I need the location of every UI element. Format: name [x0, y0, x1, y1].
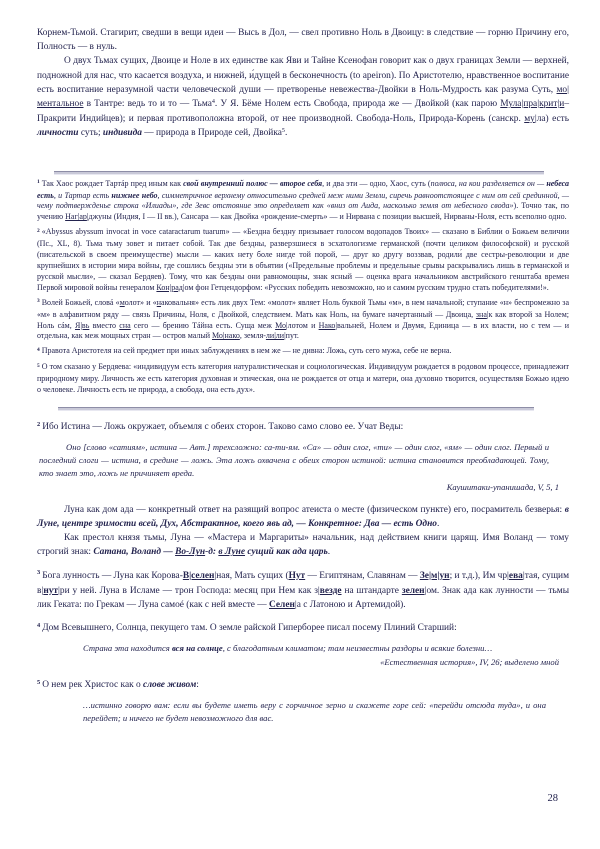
text-segment: полюса, на кои разделяется он — [430, 178, 547, 188]
note-number: 5 [37, 679, 41, 687]
text-segment: везде [319, 585, 342, 596]
text-segment: Бога лунность — Луна как Корова- [42, 570, 183, 581]
note-number: 2 [37, 227, 40, 234]
text-segment: н [156, 297, 162, 307]
text-segment: |к как второй за Нолем; Ноль сáм, [37, 309, 569, 330]
text-segment: . [284, 128, 288, 139]
text-segment: Зе|м|ун [419, 570, 450, 581]
text-segment: Луна как дом ада — конкретный ответ на разящий вопрос атеиста о месте (физическом пункте) его, посрамитель безверья: [64, 504, 565, 515]
note-number: 3 [37, 297, 40, 304]
text-segment: сего — брению Тáйна есть. Суща меж [130, 320, 276, 330]
main-paragraph [37, 54, 569, 141]
endnote-separator [58, 407, 534, 411]
text-segment: суть; [78, 128, 103, 139]
note-number: 3 [37, 569, 41, 577]
text-segment: — Египтянам, Славянам — [305, 570, 420, 581]
text-segment: |ом фон Гетцендорфом: «Русских победить невозможно, но и самим русским трудно стать победителями!». [182, 282, 549, 292]
text-segment: Мула|пра|крит|и [500, 99, 565, 110]
endnotes-block [37, 420, 569, 725]
text-segment: |а с Латоною и Артемидой). [294, 599, 406, 610]
footnote [37, 346, 569, 358]
footnote [37, 298, 569, 343]
endnote [37, 678, 569, 693]
text-segment: зелен [401, 585, 425, 596]
page-number: 28 [547, 793, 558, 804]
text-segment: |лотом и [286, 320, 319, 330]
text-segment: зна [475, 309, 487, 319]
footnote [37, 179, 569, 224]
text-segment: |ла) есть [534, 114, 569, 125]
footnote-reference: 4 [211, 98, 215, 105]
text-segment: нижнее небо [111, 190, 158, 200]
footnote [37, 362, 569, 396]
note-number: 5 [37, 362, 40, 369]
text-segment: ева [508, 570, 523, 581]
text-segment: , и Тартар есть [53, 190, 112, 200]
text-segment: «Естественная история», IV, 26; выделено мной [380, 657, 559, 668]
quote-attribution [37, 656, 559, 669]
text-segment: Мо|нако [211, 331, 240, 341]
text-segment: Нако [318, 320, 336, 330]
note-number: 4 [37, 622, 41, 629]
text-segment: Дом Всевышнего, Солнца, пекущего там. О земле райской Гиперборее писал посему Плиний Старший: [42, 623, 457, 634]
text-segment: . [327, 547, 331, 558]
text-segment: |ри у ней. Луна в Исламе — трон Господа: месяц при Нем как з| [58, 585, 320, 596]
text-segment: мо|ментальное [37, 84, 569, 110]
text-segment: Мо [275, 320, 287, 330]
text-segment: Селен [269, 599, 295, 610]
text-segment: , симметричное верхнему относительно средней меж ними Земли, сиречь равноотстоящее с ним от сей срединной, — чему подтвержденье строка «Илиады», где Зевс отстояние это определяет как «вниз от Аида, насколько земля от небесного свода» [37, 190, 569, 211]
text-segment: в Луне, центре зримости всей, Дух, Абстрактное, коего явь ад, — Конкретное: Два — есть Одно [37, 504, 569, 529]
text-segment: Правота Аристотеля на сей предмет при иных заблуждениях в нем же — не дивна: Ложь, суть сего мужа, себе не верна. [41, 346, 452, 356]
text-segment: вместо [89, 320, 120, 330]
text-segment: на штандарте [341, 585, 402, 596]
quote-attribution [37, 481, 559, 494]
text-segment: м [119, 297, 125, 307]
text-segment: личности [37, 128, 79, 139]
text-segment: свой внутренний полюс — второе себя [183, 178, 323, 188]
footnote [37, 227, 569, 293]
text-segment: нут [43, 585, 59, 596]
text-segment: Наг|ар [65, 212, 87, 222]
text-segment: Страна эта находится [83, 643, 172, 654]
text-segment: небеса есть [37, 178, 569, 200]
text-segment: — природа в Природе сей, Двойка [141, 128, 282, 139]
footnote-separator [54, 171, 544, 175]
text-segment: Оно [слово «сатиям», истина — Авт.] трехсложно: са-ти-ям. «Са» — один слог, «ти» — один слог, «ям» — один слог. Первый и последний слоги — истина, в средине — ложь. Эта ложь охвачена с обеих сторон истиной: истина становится преобладающей. Тому, кто знает это, ложь не причиняет вреда. [39, 442, 549, 478]
text-segment: сущий как ада царь [245, 547, 328, 558]
text-segment: . [436, 518, 440, 529]
text-segment: Сатана, Воланд — [93, 547, 176, 558]
endnote-paragraph [37, 503, 569, 531]
text-segment: О двух Тьмах сущих, Двоице и Ноле в их единстве как Яви и Тайне Ксенофан говорит как о двух границах Земли — верхней, подножной для нас, что касается воздуха, и нижней, и́дущей в бесконечность (to apeiron). По Аристотелю, нравственное воспитание есть воспитание неразумной части человеческой души — претворенье невежества-Двойки в Ноль-Мудрость как разума Суть, [37, 56, 569, 95]
text-segment: Нут [288, 570, 306, 581]
text-segment: , с благодатным климатом; там неизвестны раздоры и всякие болезни… [222, 643, 493, 654]
note-number: 2 [37, 420, 41, 428]
text-segment: «Abyssus abyssum invocat in voce cataractarum tuarum» — «Бездна бездну призывает голосом водопадов Твоих» — сказано в Библии о Божьем величии (Пс., XL, 8). Тьма тьму зовет и питает собой. Так две бездны, разверзшиеся в эсхатологизме германской (почти целиком философской) и русской (писательской в своем преимуществе) мысли — каких нету боле нигде той порой, — друг ко другу воззвав, родили́ две сестры-революции и две крупнейших в истории мира войны, где сошлись бездны эти в объятии («Предельные проблемы и предельные срывы раскрывались лишь в германской и русской мысли», — сказал Бердяев). Тому, что как бездны они равномощны, знак ясный — оценка врага начальником австрийского генштаба времен Первой мировой войны генералом [37, 227, 569, 292]
text-segment: сна [119, 320, 131, 330]
text-segment: В|селен [182, 570, 215, 581]
main-text-block [37, 26, 569, 142]
text-segment: О нем рек Христос как о [42, 680, 144, 691]
block-quote [83, 699, 546, 725]
text-segment: –Пракрити Индийцев); и первая противоположна второй, от нее производной. Свобода-Ноль, Природа-Корень (санскр. [37, 99, 570, 125]
block-quote [83, 642, 546, 655]
text-segment: слове живом [143, 680, 197, 691]
text-segment: Каушитаки-упанишада, V, 5, 1 [446, 481, 559, 492]
main-paragraph [37, 26, 569, 54]
text-segment: ли|ли [265, 331, 285, 341]
text-segment: Ибо Истина — Ложь окружает, объемля с обеих сторон. Таково само слово ее. Учат Веды: [42, 421, 404, 432]
text-segment: олот» и « [124, 297, 157, 307]
text-segment: Так Хаос рождает Тартáр пред иным как [41, 178, 184, 188]
endnote [37, 420, 569, 435]
text-segment: Я|вь [74, 320, 90, 330]
text-segment: индивида [102, 128, 142, 139]
text-segment: |пут. [284, 331, 299, 341]
text-segment: в Тантре: ведь то и то — Тьма [83, 99, 212, 110]
text-segment: Как престол князя тьмы, Луна — «Мастера и Маргариты» начальник, над действием книги царящ. Имя Воланд — тому строгий знак: [37, 533, 569, 558]
footnotes-block [37, 179, 569, 396]
endnote [37, 569, 569, 613]
text-segment: Кон|рад [156, 282, 183, 292]
text-segment: |тая, сущим в| [37, 570, 569, 596]
block-quote [39, 441, 549, 480]
text-segment: ; и т.д.), Им чр| [449, 570, 509, 581]
note-number: 4 [37, 346, 40, 353]
text-segment: , и два эти — одно, Хаос, суть ( [322, 178, 431, 188]
text-segment: ). Точно так, по учению [37, 201, 569, 222]
endnote-paragraph [37, 531, 569, 559]
text-segment: Волей Божьей, словá « [41, 297, 120, 307]
text-segment: …истинно говорю вам: если вы будете иметь веру с горчичное зерно и скажете горе сей: «перейди отсюда туда», и она перейдет; и ничего не будет невозможного для вас. [83, 700, 546, 724]
footnote-reference: 5 [281, 128, 285, 135]
text-segment: Корнем-Тьмой. Стагирит, сведши в вещи идеи — Высь в Дол, — свел противно Ноль в Двоицу: в следствие — горню Причину его, Полность — в нуль. [37, 28, 569, 53]
note-number: 1 [37, 178, 40, 185]
text-segment: -д: [205, 547, 219, 558]
text-segment: Во-Лун [175, 547, 206, 558]
text-segment: |джуны (Индия, I — II вв.), Сансара — как Двойка «рождение-смерть» — и Нирвана с позиции высшей, Нирваны-Ноля, есть всеполно одно. [86, 212, 567, 222]
text-segment: му [524, 114, 535, 125]
text-segment: вся на солнце [171, 643, 223, 654]
text-segment: . У Я. Бёме Нолем есть Свобода, природа же — Двойкой (как парою [214, 99, 501, 110]
text-segment: |ом. Знак ада как лунности — тьмы лик Геката: по Грекам — Луна самоé (как с ней вместе — [37, 585, 569, 610]
text-segment: аковальня» есть лик двух Тем: «молот» являет Ноль буквой Тьмы «м», в нем начальной; ступание «н» беспромежно за «м» в алфавитном ряду — связь Причины, Ноля, с Двойкой, следствием. Мать как Ноль, на бумаге начертанный — Двоица, [37, 297, 569, 319]
text-segment: |ная, Мать сущих ( [214, 570, 289, 581]
text-segment: |вальней, Нолем и Двумя, Единица — в их власти, но с тем — и отдельна, как меж мощных стран — остров малый [37, 320, 569, 341]
endnote [37, 621, 569, 636]
text-segment: О том сказано у Бердяева: «индивидуум есть категория натуралистическая и социологическая. Индивидуум рождается в родовом процессе, принадлежит природному миру. Личность же есть категория духовная и этическая, она не рождается от отца и матери, она духовно творится, осуществляя Божью идею о человеке. Личность есть не природа, а свобода, она есть дух». [37, 362, 569, 395]
text-segment: в Луне [218, 547, 246, 558]
text-segment: : [196, 680, 199, 691]
text-segment: , земля- [239, 331, 266, 341]
